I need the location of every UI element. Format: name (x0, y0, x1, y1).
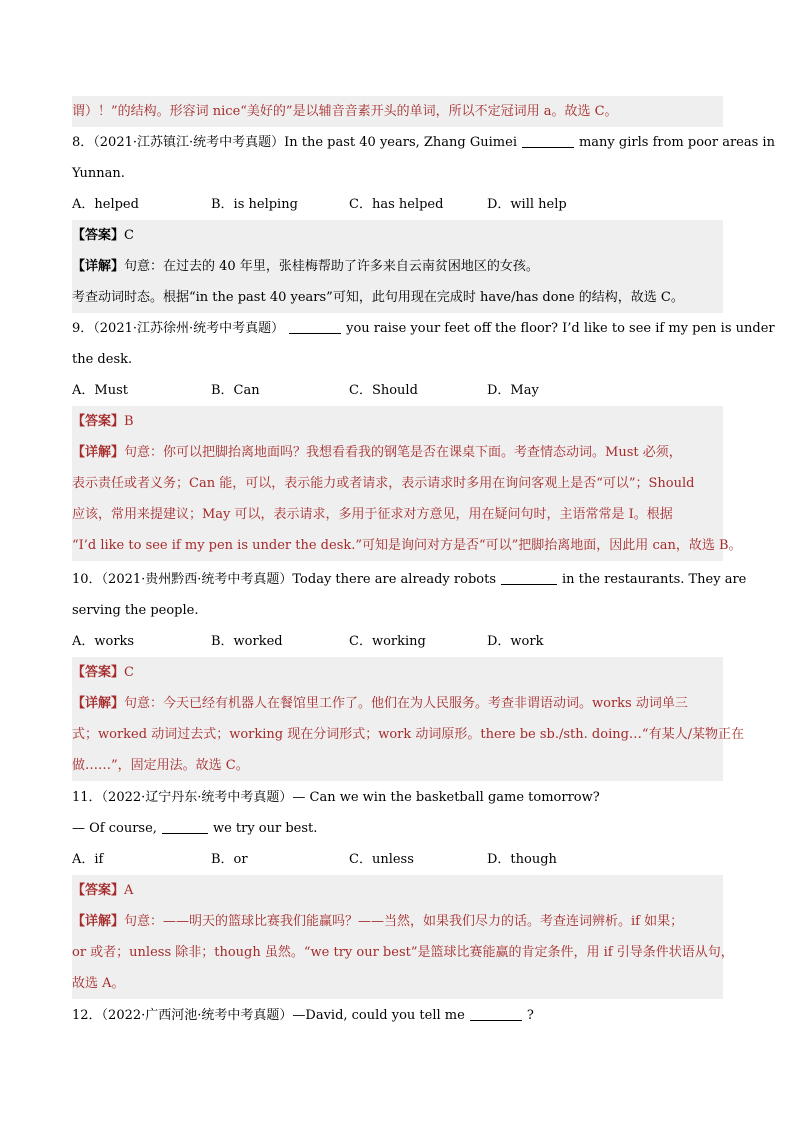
option-b: B．or (211, 852, 248, 867)
option-d: D．May (487, 383, 539, 398)
question-9-options (72, 375, 723, 406)
option-a: A．if (72, 852, 104, 867)
answer-9: 【答案】B (72, 406, 723, 437)
question-9-cont: the desk. (72, 352, 133, 367)
option-a: A．Must (72, 383, 128, 398)
question-10: 10．（2021·贵州黔西·统考中考真题）Today there are already robots in the restaurants. They are (72, 564, 723, 595)
detail-11-line-1: 【详解】句意：——明天的篮球比赛我们能赢吗？——当然，如果我们尽力的话。考查连词辨析。if 如果； (72, 906, 723, 937)
detail-9-line-1: 【详解】句意：你可以把脚抬离地面吗？我想看看我的钢笔是否在课桌下面。考查情态动词。Must 必须， (72, 437, 723, 468)
detail-8-line-2: 考查动词时态。根据“in the past 40 years”可知，此句用现在完成时 have/has done 的结构，故选 C。 (72, 282, 723, 313)
question-11-options (72, 844, 723, 875)
answer-blank (470, 1005, 522, 1021)
detail-10-line-2: 式；worked 动词过去式；working 现在分词形式；work 动词原形。there be sb./sth. doing…“有某人/某物正在 (72, 719, 723, 750)
option-b: B．Can (211, 383, 260, 398)
detail-11-line-2: or 或者；unless 除非；though 虽然。“we try our best”是篮球比赛能赢的肯定条件，用 if 引导条件状语从句， (72, 937, 723, 968)
answer-blank (162, 818, 208, 834)
option-d: D．work (487, 634, 544, 649)
option-b: B．is helping (211, 197, 298, 212)
option-d: D．will help (487, 197, 567, 212)
question-9: 9．（2021·江苏徐州·统考中考真题） you raise your feet off the floor? I’d like to see if my pen is under (72, 313, 723, 344)
answer-10: 【答案】C (72, 657, 723, 688)
option-a: A．helped (72, 197, 139, 212)
detail-10-line-1: 【详解】句意：今天已经有机器人在餐馆里工作了。他们在为人民服务。考查非谓语动词。works 动词单三 (72, 688, 723, 719)
question-11: 11．（2022·辽宁丹东·统考中考真题）— Can we win the basketball game tomorrow? (72, 790, 600, 805)
question-10-cont: serving the people. (72, 603, 199, 618)
option-c: C．working (349, 634, 426, 649)
detail-10-line-3: 做……”，固定用法。故选 C。 (72, 750, 723, 781)
option-c: C．unless (349, 852, 414, 867)
option-d: D．though (487, 852, 557, 867)
answer-8: 【答案】C (72, 220, 723, 251)
question-10-options (72, 626, 723, 657)
option-b: B．worked (211, 634, 283, 649)
detail-8-line-1: 【详解】句意：在过去的 40 年里，张桂梅帮助了许多来自云南贫困地区的女孩。 (72, 251, 723, 282)
answer-blank (522, 132, 574, 148)
question-8: 8．（2021·江苏镇江·统考中考真题）In the past 40 years, Zhang Guimei many girls from poor areas in (72, 127, 723, 158)
explanation-line: 谓）！”的结构。形容词 nice“美好的”是以辅音音素开头的单词，所以不定冠词用 a。故选 C。 (72, 96, 723, 127)
detail-11-line-3: 故选 A。 (72, 968, 723, 999)
answer-blank (289, 318, 341, 334)
answer-blank (501, 569, 557, 585)
option-c: C．has helped (349, 197, 444, 212)
detail-9-line-2: 表示责任或者义务；Can 能，可以，表示能力或者请求，表示请求时多用在询问客观上是否“可以”；Should (72, 468, 723, 499)
question-8-cont: Yunnan. (72, 166, 125, 181)
detail-9-line-3: 应该，常用来提建议；May 可以，表示请求，多用于征求对方意见，用在疑问句时，主语常常是 I。根据 (72, 499, 723, 530)
question-11-cont: — Of course, we try our best. (72, 813, 723, 844)
option-c: C．Should (349, 383, 418, 398)
question-8-options (72, 189, 723, 220)
detail-9-line-4: “I’d like to see if my pen is under the desk.”可知是询问对方是否“可以”把脚抬离地面，因此用 can，故选 B。 (72, 530, 723, 561)
answer-11: 【答案】A (72, 875, 723, 906)
option-a: A．works (72, 634, 135, 649)
question-12: 12．（2022·广西河池·统考中考真题）—David, could you tell me ? (72, 1000, 723, 1031)
